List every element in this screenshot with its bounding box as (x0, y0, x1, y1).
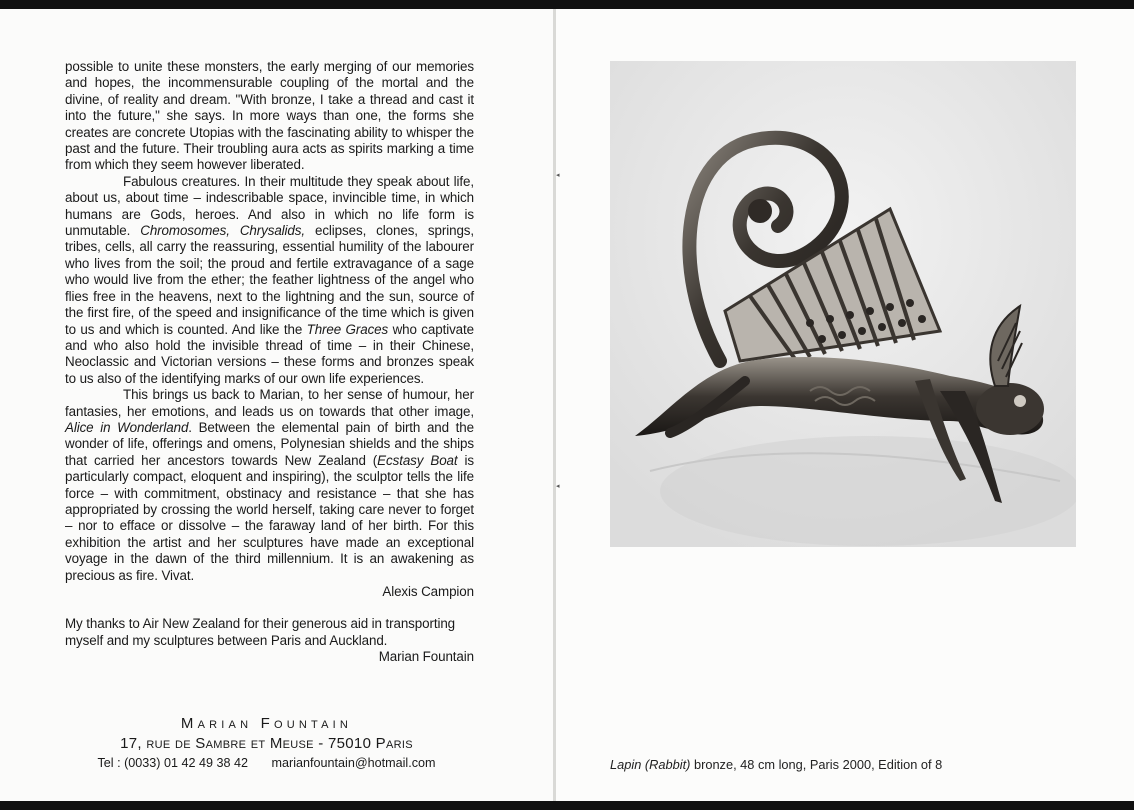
contact-footer (0, 715, 553, 770)
email-address[interactable]: marianfountain@hotmail.com (271, 756, 436, 770)
paragraph-3: This brings us back to Marian, to her sense of humour, her fantasies, her emotions, and leads us on towards that other image, Alice in Wonderland. Between the elemental pain of birth and the wonder of life, offerings and omens, Polynesian shields and the ships that carried her ancestors towards New Zealand (Ecstasy Boat is particularly compact, eloquent and inspiring), the sculptor tells the life force – with commitment, obstinacy and resistance – that she has appropriated by crossing the world herself, taking care never to forget – nor to efface or dissolve – the faraway land of her birth. For this exhibition the artist and her sculptures have made an exceptional voyage in the dawn of the third millennium. It is an awakening as precious as fire. Vivat. (65, 387, 474, 583)
thanks-note: My thanks to Air New Zealand for their generous aid in transporting myself and my sculptures between Paris and Auckland. (65, 616, 456, 648)
paragraph-2: Fabulous creatures. In their multitude they speak about life, about us, about time – indescribable space, invincible time, in which humans are Gods, heroes. And also in which no life form is unmutable. Chromosomes, Chrysalids, eclipses, clones, springs, tribes, cells, all carry the reassuring, essential humility of the labourer who lives from the soil; the proud and fertile extravagance of a sage who would live from the ether; the feather lightness of the angel who flies free in the heavens, next to the lightning and the sun, source of the first fire, of the speed and insignificance of the time which is given to us and which is counted. And like the Three Graces who captivate and who also hold the invisible thread of time – in their Chinese, Neoclassic and Victorian versions – these forms and bronzes speak to us also of the identifying marks of our own life experiences. (65, 173, 475, 386)
crop-mark-top: ◂ (556, 172, 560, 179)
photo-caption: Lapin (Rabbit) bronze, 48 cm long, Paris 2000, Edition of 8 (610, 757, 943, 772)
left-page (0, 9, 553, 801)
signature-alexis-campion: Alexis Campion (382, 584, 474, 599)
contact-line (0, 756, 553, 770)
sculpture-photo (610, 61, 1076, 547)
right-page (556, 9, 1134, 801)
artist-name: Marian Fountain (180, 715, 353, 732)
phone-number: Tel : (0033) 01 42 49 38 42 (97, 756, 249, 770)
catalog-spread (0, 9, 1134, 801)
artist-address: 17, rue de Sambre et Meuse - 75010 Paris (120, 735, 413, 752)
paragraph-1: possible to unite these monsters, the early merging of our memories and hopes, the incommensurable coupling of the mortal and the divine, of reality and dream. "With bronze, I take a thread and cast it into the future," she says. In more ways than one, the forms she creates are concrete Utopias with the fascinating ability to whisper the past and the future. Their troubling aura acts as spirits marking a time from which they seem however liberated. (65, 59, 474, 173)
crop-mark-bottom: ◂ (556, 483, 560, 490)
rabbit-sculpture-illustration (610, 61, 1076, 547)
signature-marian-fountain: Marian Fountain (378, 649, 474, 665)
essay-text (65, 59, 474, 666)
